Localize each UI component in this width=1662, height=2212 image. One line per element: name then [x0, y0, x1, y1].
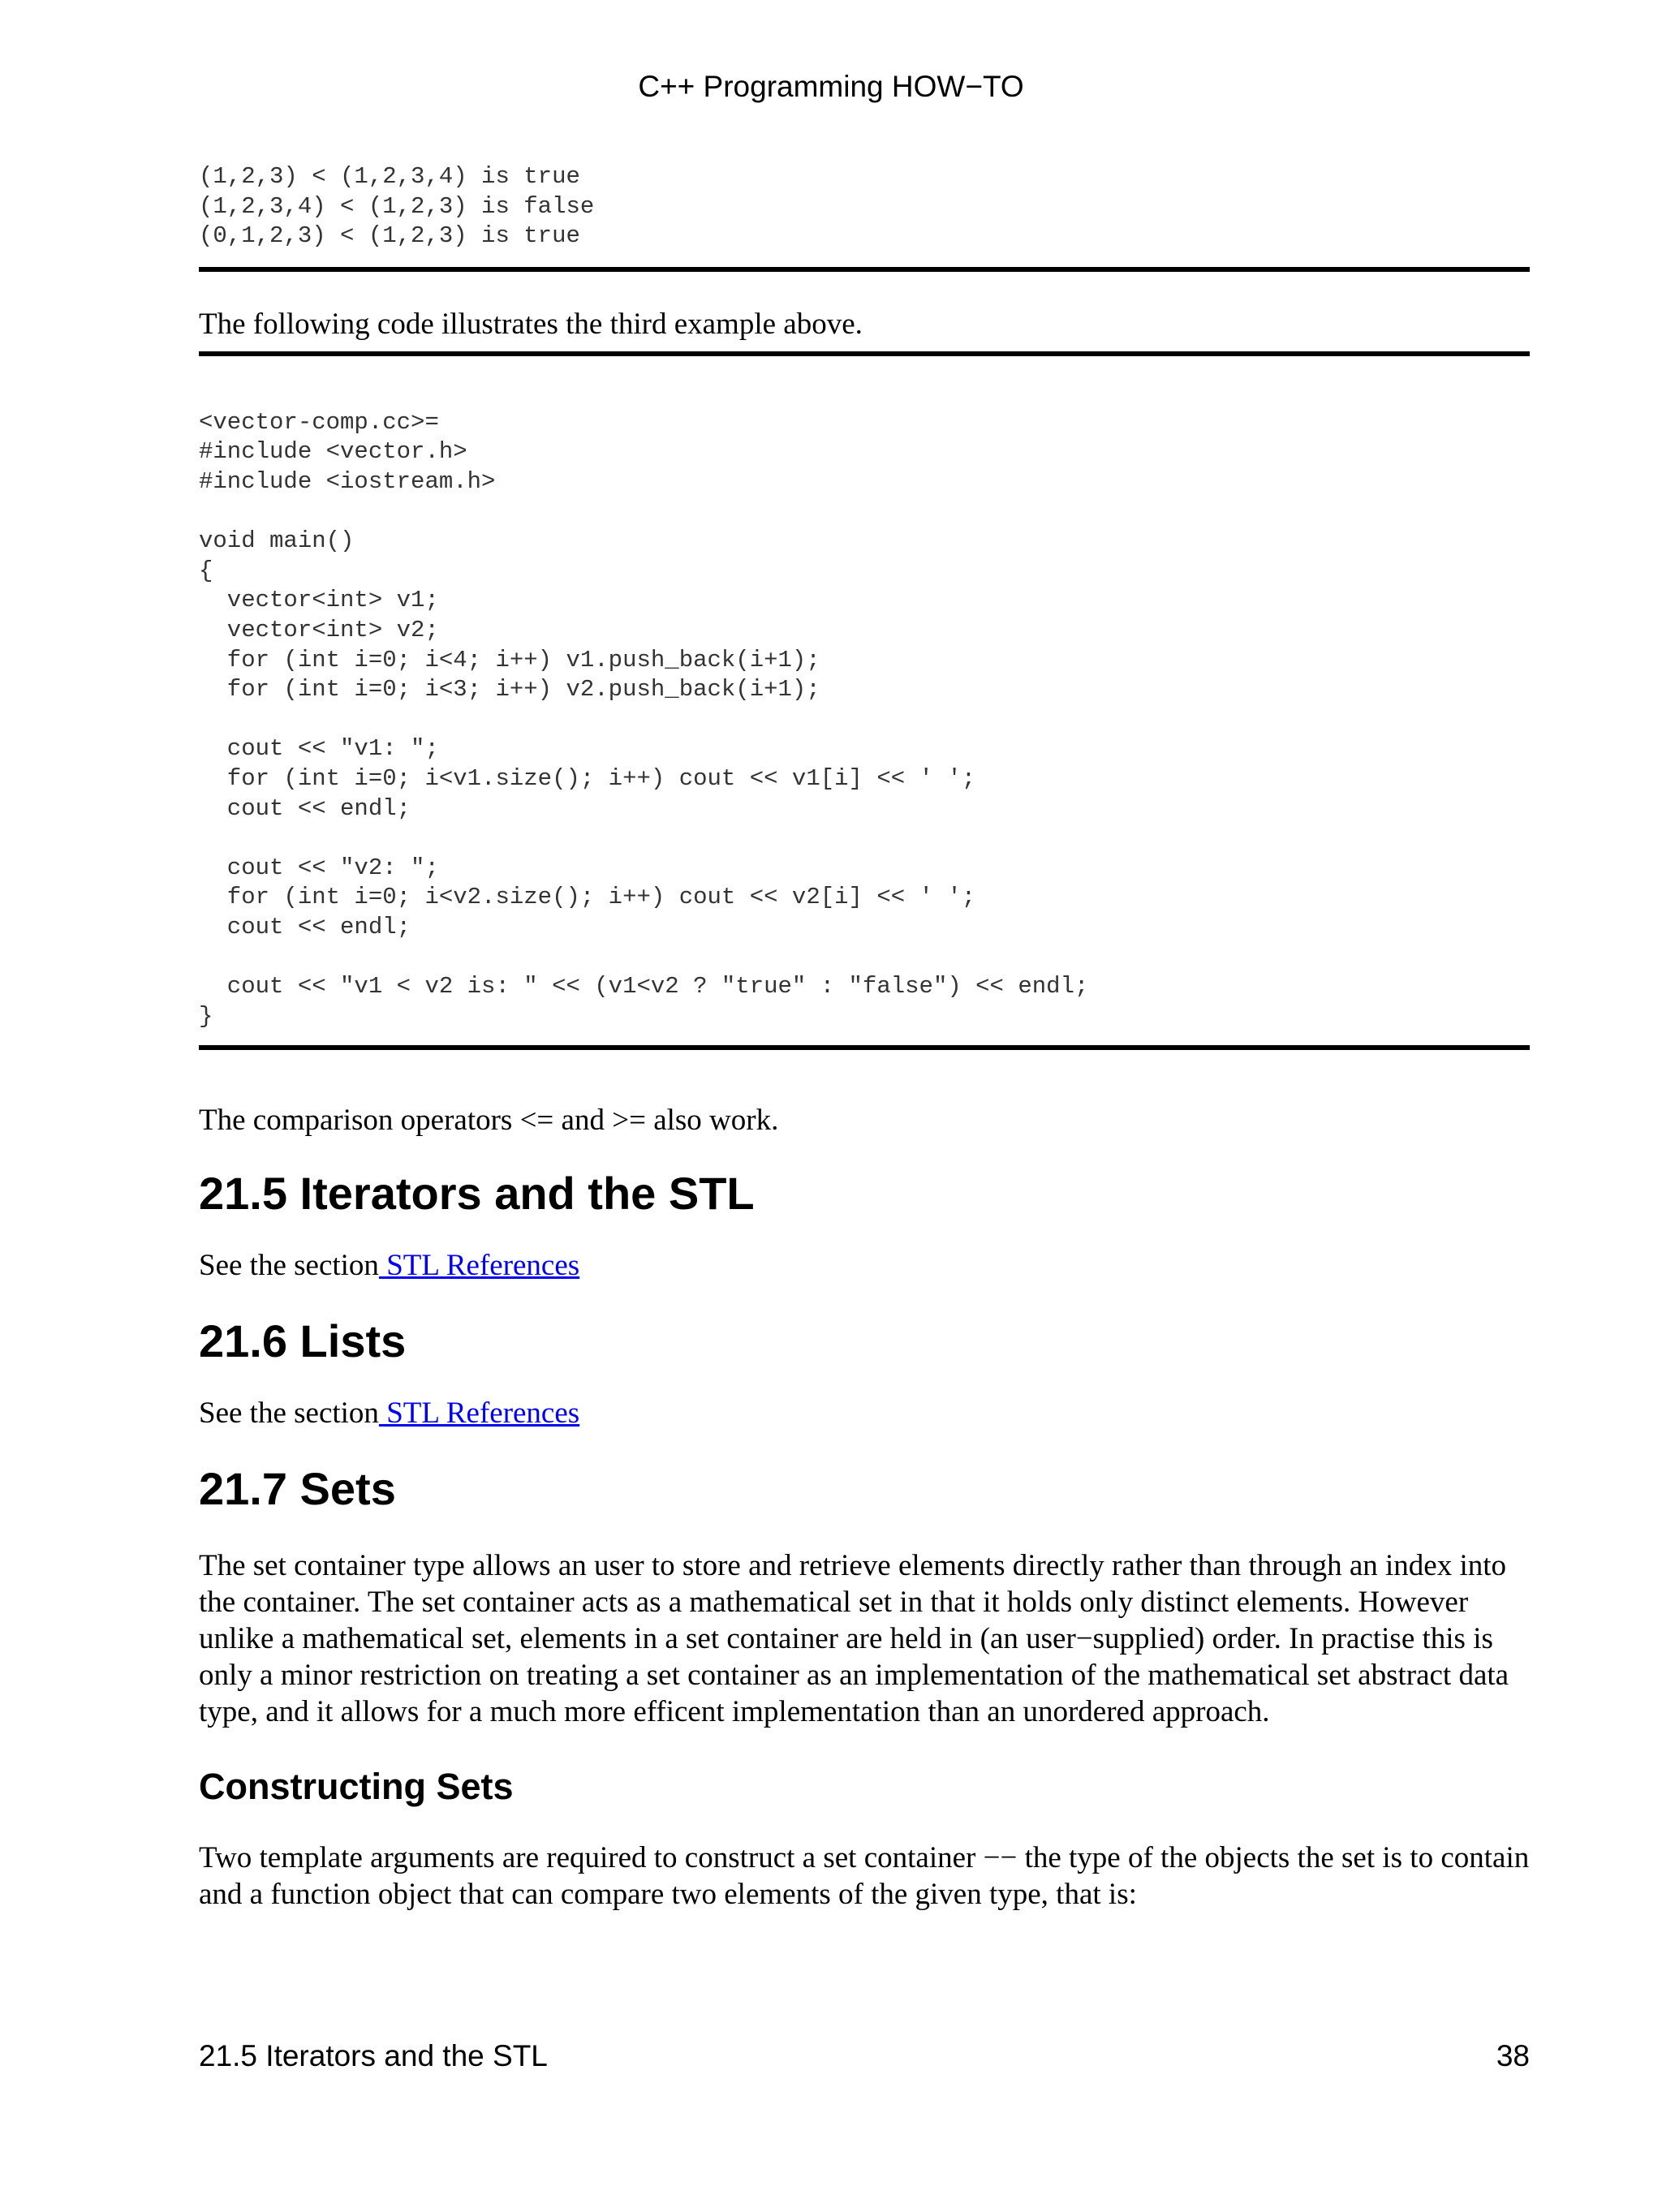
sets-paragraph: The set container type allows an user to store and retrieve elements directly rather than through an index into the container. The set container acts as a mathematical set in that it holds only distinct elements. However unlike a mathematical set, elements in a set container are held in (an user−supplied) order. In practise this is only a minor restriction on treating a set container as an implementation of the mathematical set abstract data type, and it allows for a much more efficent implementation than an unordered approach.	[199, 1549, 1509, 1729]
constructing-sets-paragraph: Two template arguments are required to construct a set container −− the type of the objects the set is to contain and a function object that can compare two elements of the given type, that is:	[199, 1841, 1530, 1912]
page-content	[199, 162, 1530, 1913]
stl-references-link[interactable]: STL References	[378, 1249, 580, 1283]
code-output-block: (1,2,3) < (1,2,3,4) is true (1,2,3,4) < (1,2,3) is false (0,1,2,3) < (1,2,3) is true	[199, 163, 595, 250]
section-heading-sets: 21.7 Sets	[199, 1463, 396, 1515]
horizontal-rule	[199, 351, 1530, 356]
see-section-text: See the section	[199, 1249, 379, 1283]
code-listing-block: <vector-comp.cc>= #include <vector.h> #include <iostream.h> void main() { vector<int> v1; vector<int> v2; for (int i=0; i<4; i++) v1.push_back(i+1); for (int i=0; i<3; i++) v2.push_back(i+1); cout << "v1: "; for (int i=0; i<v1.size(); i++) cout << v1[i] << ' '; cout << endl; cout << "v2: "; for (int i=0; i<v2.size(); i++) cout << v2[i] << ' '; cout << endl; cout << "v1 < v2 is: " << (v1<v2 ? "true" : "false") << endl; }	[199, 408, 1089, 1030]
subsection-heading-constructing-sets: Constructing Sets	[199, 1766, 514, 1808]
see-section-text: See the section	[199, 1396, 379, 1431]
horizontal-rule	[199, 1045, 1530, 1050]
section-heading-iterators: 21.5 Iterators and the STL	[199, 1168, 755, 1220]
see-section-paragraph	[199, 1395, 1530, 1431]
horizontal-rule	[199, 267, 1530, 272]
footer-page-number: 38	[1496, 2039, 1530, 2072]
comparison-paragraph: The comparison operators <= and >= also work.	[199, 1104, 779, 1138]
footer-section-title: 21.5 Iterators and the STL	[199, 2039, 548, 2072]
page-header-title: C++ Programming HOW−TO	[638, 70, 1024, 103]
intro-paragraph: The following code illustrates the third example above.	[199, 307, 863, 341]
section-heading-lists: 21.6 Lists	[199, 1315, 407, 1367]
stl-references-link[interactable]: STL References	[378, 1396, 580, 1431]
see-section-paragraph	[199, 1247, 1530, 1284]
